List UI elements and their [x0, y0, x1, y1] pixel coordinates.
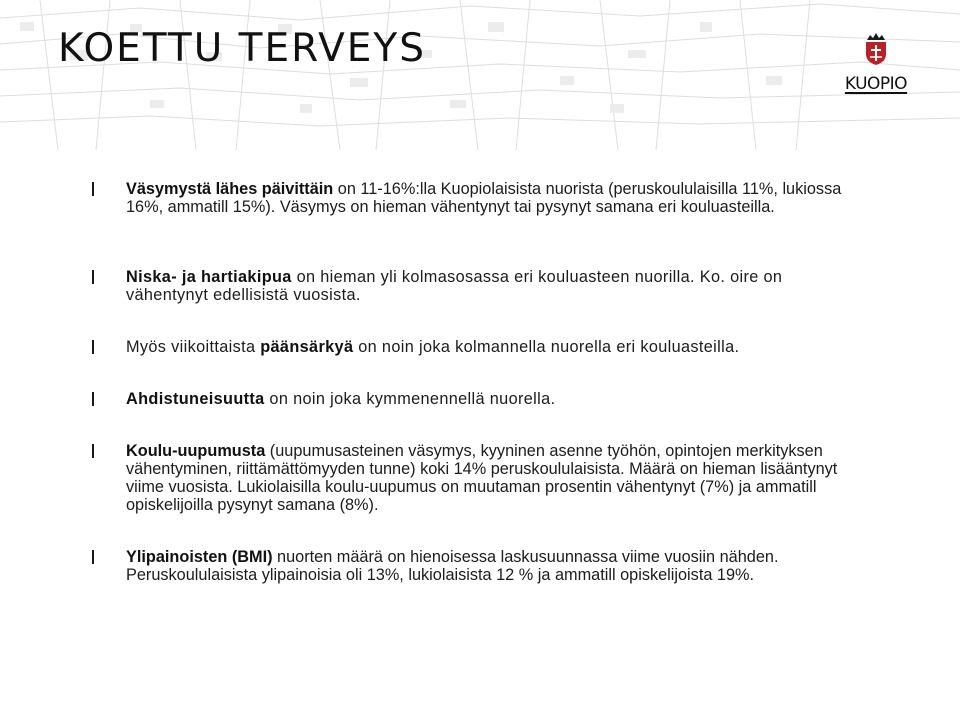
bullet-marker	[92, 270, 94, 284]
bullet-marker	[92, 550, 94, 564]
bullet-item-headache	[92, 338, 844, 356]
bullet-item-overweight	[92, 548, 844, 584]
bullet-text	[126, 338, 844, 356]
kuopio-logo	[838, 30, 914, 102]
header-banner	[0, 0, 960, 150]
bullet-body: on 11-16%:lla Kuopiolaisista nuorista (peruskoululaisilla 11%, lukiossa 16%, ammatill 15%). Väsymys on hieman vähentynyt tai pysynyt samana eri kouluasteilla.	[126, 180, 842, 216]
bullet-text	[126, 442, 844, 514]
bullet-body: on noin joka kymmenennellä nuorella.	[264, 390, 556, 408]
bullet-text	[126, 548, 844, 584]
coat-of-arms-icon	[864, 30, 888, 66]
bullet-marker	[92, 340, 94, 354]
bullet-highlight: Niska- ja hartiakipua	[126, 268, 292, 286]
bullet-marker	[92, 182, 94, 196]
bullet-highlight: Koulu-uupumusta	[126, 442, 266, 460]
bullet-text	[126, 180, 844, 216]
bullet-item-fatigue	[92, 180, 844, 216]
bullet-item-school-burnout	[92, 442, 844, 514]
bullet-intro: Myös viikoittaista	[126, 338, 261, 356]
bullet-marker	[92, 444, 94, 458]
bullet-highlight: Ylipainoisten (BMI)	[126, 548, 273, 566]
bullet-body: on hieman yli kolmasosassa eri kouluasteen nuorilla. Ko. oire on vähentynyt edellisistä vuosista.	[126, 268, 783, 304]
bullet-item-neck-pain	[92, 268, 844, 304]
bullet-body: (uupumusasteinen väsymys, kyyninen asenne työhön, opintojen merkityksen vähentyminen, riittämättömyyden tunne) koki 14% peruskoululaisista. Määrä on hieman lisääntynyt viime vuosista. Lukiolaisilla koulu-uupumus on muutaman prosentin vähentynyt (7%) ja ammatill opiskelijoilla pysynyt samana (8%).	[126, 442, 838, 514]
bullet-highlight: Väsymystä lähes päivittäin	[126, 180, 334, 198]
bullet-body: on noin joka kolmannella nuorella eri kouluasteilla.	[353, 338, 740, 356]
bullet-body: nuorten määrä on hienoisessa laskusuunnassa viime vuosiin nähden. Peruskoululaisista ylipainoisia oli 13%, lukiolaisista 12 % ja ammatill opiskelijoista 19%.	[126, 548, 779, 584]
bullet-marker	[92, 392, 94, 406]
bullet-text	[126, 268, 844, 304]
bullet-text	[126, 390, 844, 408]
logo-text: KUOPIO	[844, 74, 908, 94]
city-map-background	[0, 0, 960, 150]
bullet-item-anxiety	[92, 390, 844, 408]
slide-title: KOETTU TERVEYS	[58, 26, 427, 71]
bullet-highlight: Ahdistuneisuutta	[126, 390, 265, 408]
bullet-highlight: päänsärkyä	[260, 338, 354, 356]
